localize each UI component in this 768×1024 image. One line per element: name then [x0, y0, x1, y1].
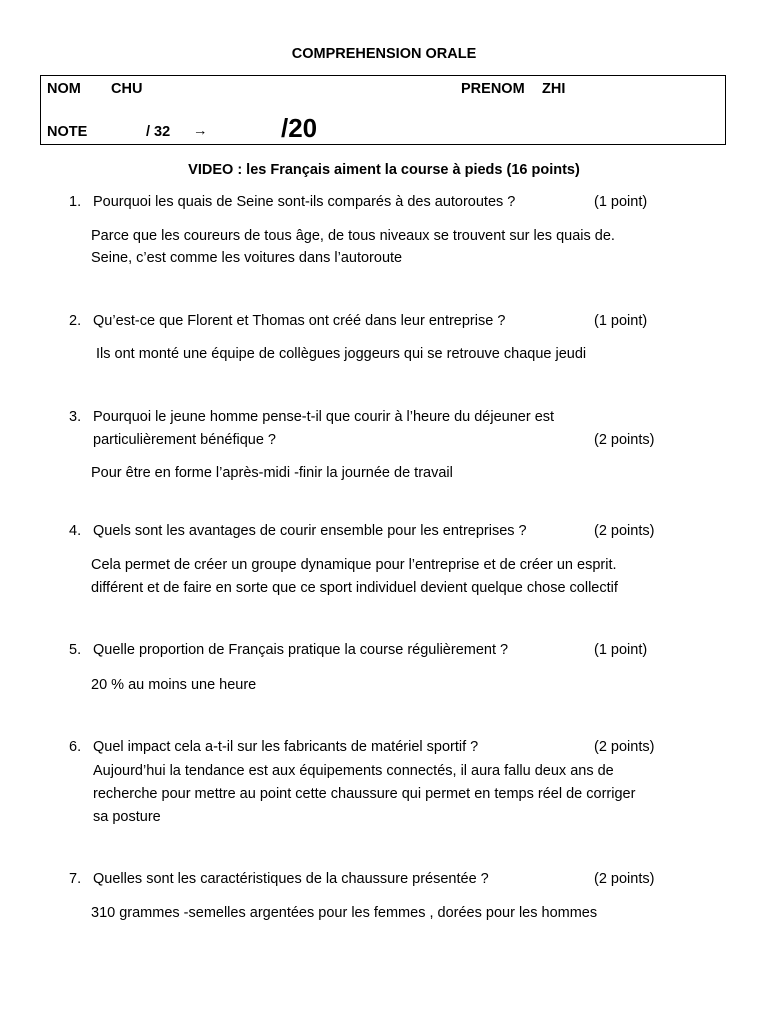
question-number: 2. — [69, 313, 82, 329]
answer-line: Seine, c’est comme les voitures dans l’autoroute — [91, 250, 403, 266]
question-points: (1 point) — [594, 642, 648, 658]
note-total: /20 — [281, 113, 318, 143]
question-number: 7. — [69, 871, 82, 887]
student-info-box — [40, 75, 726, 145]
question-points: (2 points) — [594, 871, 655, 887]
answer-line: 310 grammes -semelles argentées pour les femmes , dorées pour les hommes — [91, 905, 598, 921]
answer-line: Cela permet de créer un groupe dynamique pour l’entreprise et de créer un esprit. — [91, 557, 617, 573]
question-text: Pourquoi les quais de Seine sont-ils comparés à des autoroutes ? — [93, 194, 516, 210]
question-points: (2 points) — [594, 523, 655, 539]
answer-line: Aujourd’hui la tendance est aux équipements connectés, il aura fallu deux ans de — [93, 763, 614, 779]
question-text: particulièrement bénéfique ? — [93, 432, 276, 448]
answer-line: Pour être en forme l’après-midi -finir la journée de travail — [91, 465, 453, 481]
question-text: Quelles sont les caractéristiques de la chaussure présentée ? — [93, 871, 489, 887]
answer-line: Parce que les coureurs de tous âge, de tous niveaux se trouvent sur les quais de. — [91, 228, 615, 244]
answer-line: différent et de faire en sorte que ce sport individuel devient quelque chose collectif — [91, 580, 618, 596]
question-points: (1 point) — [594, 194, 648, 210]
question-text: Qu’est-ce que Florent et Thomas ont créé dans leur entreprise ? — [93, 313, 506, 329]
nom-value: CHU — [111, 81, 143, 97]
note-label: NOTE — [47, 124, 88, 140]
question-number: 4. — [69, 523, 82, 539]
question-number: 5. — [69, 642, 82, 658]
question-text: Quels sont les avantages de courir ensemble pour les entreprises ? — [93, 523, 527, 539]
answer-line: Ils ont monté une équipe de collègues joggeurs qui se retrouve chaque jeudi — [96, 346, 587, 362]
question-number: 6. — [69, 739, 82, 755]
question-number: 1. — [69, 194, 82, 210]
question-text: Quel impact cela a-t-il sur les fabricants de matériel sportif ? — [93, 739, 479, 755]
question-points: (2 points) — [594, 432, 655, 448]
section-title: VIDEO : les Français aiment la course à pieds (16 points) — [188, 162, 580, 178]
prenom-value: ZHI — [542, 81, 566, 97]
note-score: / 32 — [146, 124, 171, 140]
question-points: (2 points) — [594, 739, 655, 755]
answer-line: sa posture — [93, 809, 161, 825]
arrow-icon: → — [193, 123, 208, 139]
answer-line: 20 % au moins une heure — [91, 677, 257, 693]
nom-label: NOM — [47, 81, 81, 97]
question-text: Quelle proportion de Français pratique la course régulièrement ? — [93, 642, 509, 658]
question-points: (1 point) — [594, 313, 648, 329]
page-title: COMPREHENSION ORALE — [291, 46, 477, 62]
question-number: 3. — [69, 409, 82, 425]
prenom-label: PRENOM — [461, 81, 525, 97]
answer-line: recherche pour mettre au point cette chaussure qui permet en temps réel de corriger — [93, 786, 636, 802]
question-text: Pourquoi le jeune homme pense-t-il que courir à l’heure du déjeuner est — [93, 409, 555, 425]
